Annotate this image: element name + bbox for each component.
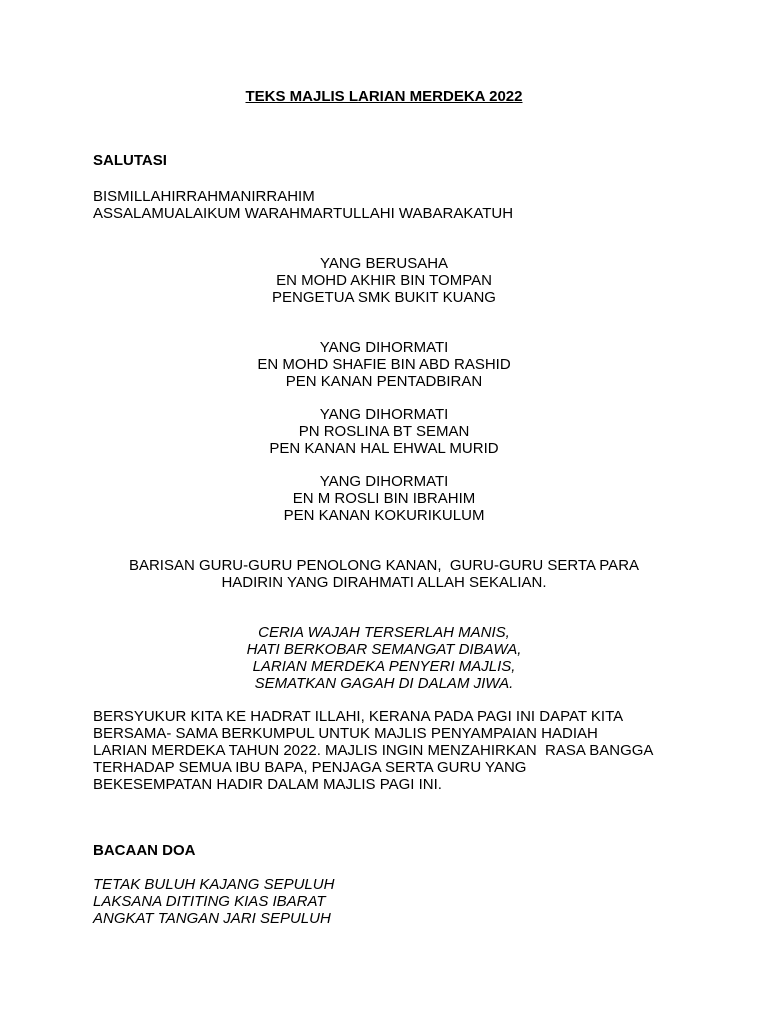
dignitary-role: PEN KANAN PENTADBIRAN: [285, 373, 483, 390]
audience-greeting-line: BARISAN GURU-GURU PENOLONG KANAN, GURU-GURU SERTA PARA: [128, 557, 640, 574]
paragraph-line: LARIAN MERDEKA TAHUN 2022. MAJLIS INGIN MENZAHIRKAN RASA BANGGA: [93, 742, 654, 759]
paragraph-line: BERSAMA- SAMA BERKUMPUL UNTUK MAJLIS PENYAMPAIAN HADIAH: [93, 725, 598, 742]
dignitary-name: EN M ROSLI BIN IBRAHIM: [292, 490, 476, 507]
audience-greeting-line: HADIRIN YANG DIRAHMATI ALLAH SEKALIAN.: [221, 574, 547, 591]
pantun-line: ANGKAT TANGAN JARI SEPULUH: [93, 910, 331, 927]
dignitary-honorific: YANG DIHORMATI: [319, 406, 449, 423]
pantun-line: CERIA WAJAH TERSERLAH MANIS,: [258, 624, 510, 641]
dignitary-block: [0, 255, 768, 306]
salutasi-lines: [93, 188, 693, 222]
pantun-line: TETAK BULUH KAJANG SEPULUH: [93, 876, 335, 893]
dignitary-block: [0, 473, 768, 524]
dignitary-name: EN MOHD AKHIR BIN TOMPAN: [276, 272, 492, 289]
dignitary-block: [0, 339, 768, 390]
page-title: TEKS MAJLIS LARIAN MERDEKA 2022: [245, 88, 523, 105]
dignitary-honorific: YANG DIHORMATI: [319, 339, 449, 356]
bacaan-doa-heading: BACAAN DOA: [93, 842, 196, 859]
paragraph-line: BEKESEMPATAN HADIR DALAM MAJLIS PAGI INI.: [93, 776, 442, 793]
opening-pantun: [0, 624, 768, 692]
pantun-line: LARIAN MERDEKA PENYERI MAJLIS,: [252, 658, 516, 675]
dignitary-block: [0, 406, 768, 457]
dignitary-role: PENGETUA SMK BUKIT KUANG: [272, 289, 496, 306]
salutasi-line: ASSALAMUALAIKUM WARAHMARTULLAHI WABARAKATUH: [93, 205, 514, 222]
salutasi-line: BISMILLAHIRRAHMANIRRAHIM: [93, 188, 315, 205]
dignitary-role: PEN KANAN HAL EHWAL MURID: [269, 440, 499, 457]
opening-paragraph: [93, 708, 693, 793]
pantun-line: LAKSANA DITITING KIAS IBARAT: [93, 893, 326, 910]
dignitary-honorific: YANG DIHORMATI: [319, 473, 449, 490]
salutasi-heading: SALUTASI: [93, 152, 167, 169]
bacaan-doa-pantun: [93, 876, 693, 927]
paragraph-line: BERSYUKUR KITA KE HADRAT ILLAHI, KERANA PADA PAGI INI DAPAT KITA: [93, 708, 624, 725]
paragraph-line: TERHADAP SEMUA IBU BAPA, PENJAGA SERTA GURU YANG: [93, 759, 527, 776]
audience-greeting: [0, 557, 768, 591]
dignitary-role: PEN KANAN KOKURIKULUM: [283, 507, 485, 524]
dignitary-name: PN ROSLINA BT SEMAN: [298, 423, 470, 440]
dignitary-honorific: YANG BERUSAHA: [319, 255, 449, 272]
pantun-line: HATI BERKOBAR SEMANGAT DIBAWA,: [246, 641, 522, 658]
pantun-line: SEMATKAN GAGAH DI DALAM JIWA.: [254, 675, 514, 692]
dignitary-name: EN MOHD SHAFIE BIN ABD RASHID: [257, 356, 511, 373]
